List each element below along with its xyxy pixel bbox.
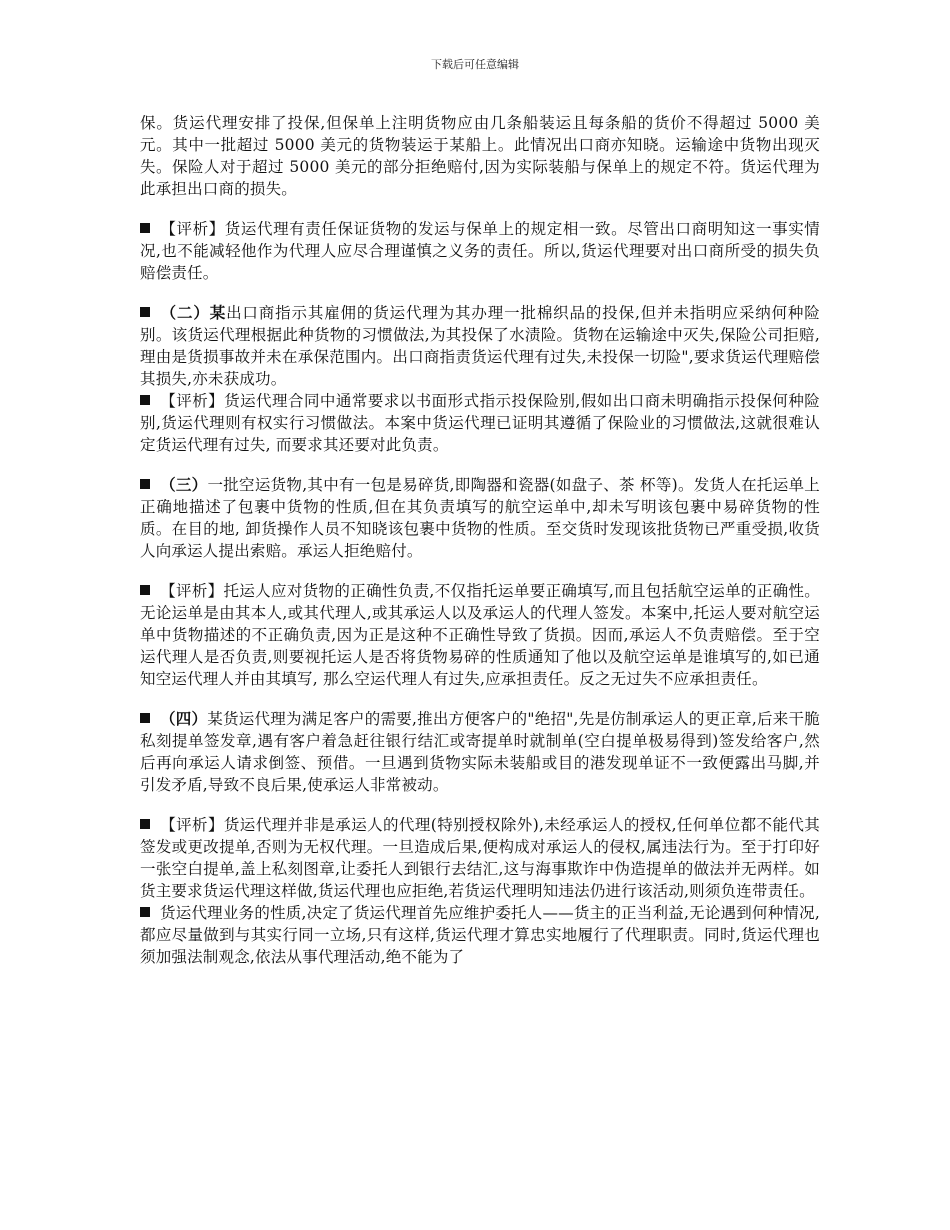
paragraph-text: 一批空运货物,其中有一包是易碎货,即陶器和瓷器(如盘子、茶 杯等)。发货人在托运单上正确地描述了包裹中货物的性质,但在其负责填写的航空运单中,却未写明该包裹中易碎货物的性质。在目的地, 卸货操作人员不知晓该包裹中货物的性质。至交货时发现该批货物已严重受损,收货人向承运人提出索赔。承运人拒绝赔付。 xyxy=(140,476,820,560)
bullet-square-icon xyxy=(140,479,150,489)
paragraph-text: 出口商指示其雇佣的货运代理为其办理一批棉织品的投保,但并未指明应采纳何种险别。该货运代理根据此种货物的习惯做法,为其投保了水渍险。货物在运输途中灭失,保险公司拒赔,理由是货损事故并未在承保范围内。出口商指责货运代理有过失,未投保一切险",要求货运代理赔偿其损失,亦未获成功。 xyxy=(140,304,820,388)
paragraph-analysis-2 xyxy=(140,390,820,456)
case-heading: （四） xyxy=(160,709,208,728)
paragraph-case-3 xyxy=(140,474,820,562)
case-heading: （三） xyxy=(160,475,208,494)
case-heading: （二）某 xyxy=(160,303,227,322)
paragraph-intro xyxy=(140,112,820,200)
paragraph-case-2 xyxy=(140,302,820,390)
paragraph-text: 【评析】货运代理合同中通常要求以书面形式指示投保险别,假如出口商未明确指示投保何种险别,货运代理则有权实行习惯做法。本案中货运代理已证明其遵循了保险业的习惯做法,这就很难认定货运代理有过失, 而要求其还要对此负责。 xyxy=(140,392,820,454)
paragraph-text: 保。货运代理安排了投保,但保单上注明货物应由几条船装运且每条船的货价不得超过 5000 美元。其中一批超过 5000 美元的货物装运于某船上。此情况出口商亦知晓。运输途中货物出现灭失。保险人对于超过 5000 美元的部分拒绝赔付,因为实际装船与保单上的规定不符。货运代理为此承担出口商的损失。 xyxy=(140,114,820,198)
paragraph-analysis-1 xyxy=(140,218,820,284)
bullet-square-icon xyxy=(140,713,150,723)
bullet-square-icon xyxy=(140,223,150,233)
paragraph-gap xyxy=(140,200,820,218)
bullet-square-icon xyxy=(140,395,150,405)
bullet-square-icon xyxy=(140,307,150,317)
paragraph-gap xyxy=(140,562,820,580)
paragraph-text: 【评析】货运代理并非是承运人的代理(特别授权除外),未经承运人的授权,任何单位都不能代其签发或更改提单,否则为无权代理。一旦造成后果,便构成对承运人的侵权,属违法行为。至于打印好一张空白提单,盖上私刻图章,让委托人到银行去结汇,这与海事欺诈中伪造提单的做法并无两样。如货主要求货运代理这样做,货运代理也应拒绝,若货运代理明知违法仍进行该活动,则须负连带责任。 xyxy=(140,816,820,900)
paragraph-gap xyxy=(140,796,820,814)
document-body xyxy=(140,112,820,968)
paragraph-text: 【评析】托运人应对货物的正确性负责,不仅指托运单要正确填写,而且包括航空运单的正确性。无论运单是由其本人,或其代理人,或其承运人以及承运人的代理人签发。本案中,托运人要对航空运单中货物描述的不正确负责,因为正是这种不正确性导致了货损。因而,承运人不负责赔偿。至于空运代理人是否负责,则要视托运人是否将货物易碎的性质通知了他以及航空运单是谁填写的,如已通知空运代理人并由其填写, 那么空运代理人有过失,应承担责任。反之无过失不应承担责任。 xyxy=(140,582,820,688)
paragraph-gap xyxy=(140,690,820,708)
paragraph-text: 货运代理业务的性质,决定了货运代理首先应维护委托人——货主的正当利益,无论遇到何种情况,都应尽量做到与其实行同一立场,只有这样,货运代理才算忠实地履行了代理职责。同时,货运代理也须加强法制观念,依法从事代理活动,绝不能为了 xyxy=(140,904,820,966)
paragraph-text: 【评析】货运代理有责任保证货物的发运与保单上的规定相一致。尽管出口商明知这一事实情况,也不能减轻他作为代理人应尽合理谨慎之义务的责任。所以,货运代理要对出口商所受的损失负赔偿责任。 xyxy=(140,220,820,282)
paragraph-gap xyxy=(140,284,820,302)
bullet-square-icon xyxy=(140,907,150,917)
paragraph-text: 某货运代理为满足客户的需要,推出方便客户的"绝招",先是仿制承运人的更正章,后来干脆私刻提单签发章,遇有客户着急赶往银行结汇或寄提单时就制单(空白提单极易得到)签发给客户,然后再向承运人请求倒签、预借。一旦遇到货物实际未装船或目的港发现单证不一致便露出马脚,并引发矛盾,导致不良后果,使承运人非常被动。 xyxy=(140,710,820,794)
paragraph-case-4 xyxy=(140,708,820,796)
paragraph-gap xyxy=(140,456,820,474)
paragraph-analysis-4 xyxy=(140,814,820,902)
page-header: 下载后可任意编辑 xyxy=(431,58,519,71)
paragraph-analysis-3 xyxy=(140,580,820,690)
paragraph-conclusion xyxy=(140,902,820,968)
bullet-square-icon xyxy=(140,819,150,829)
bullet-square-icon xyxy=(140,585,150,595)
